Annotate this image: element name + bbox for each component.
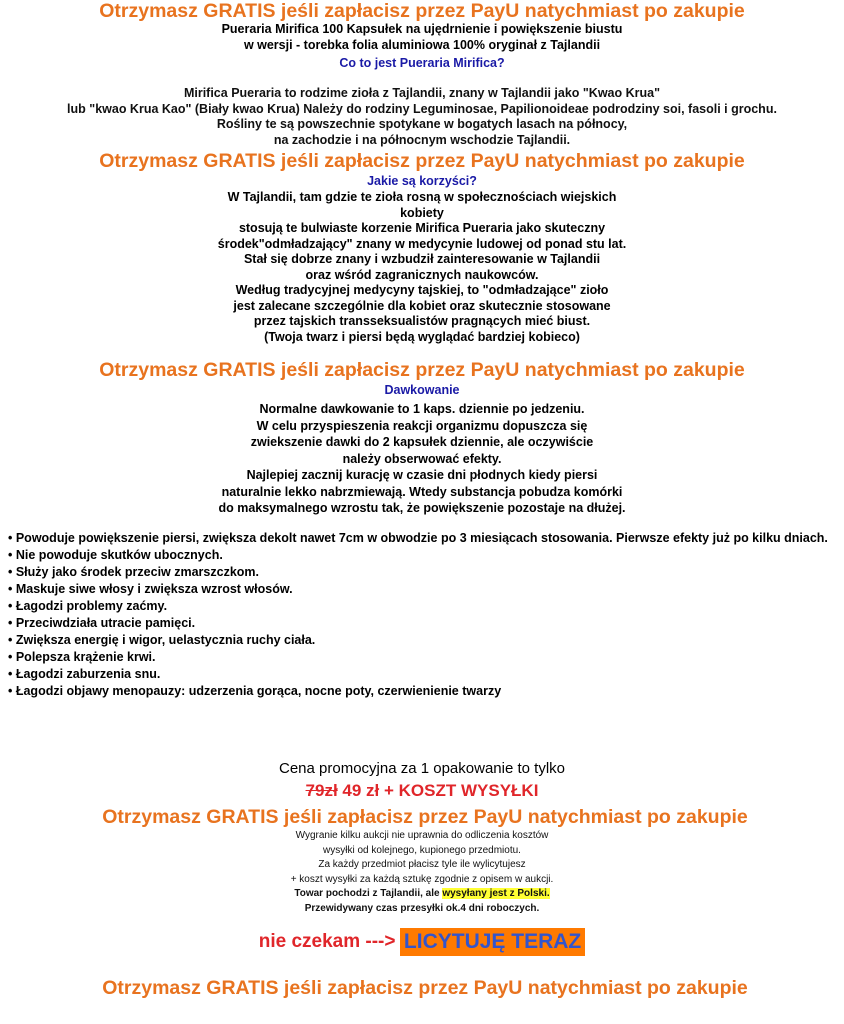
list-item: • Służy jako środek przeciw zmarszczkom. xyxy=(8,565,260,579)
dosage-section xyxy=(0,401,844,517)
terms-line: wysyłki od kolejnego, kupionego przedmiotu. xyxy=(323,844,521,856)
about-line: na zachodzie i na północnym wschodzie Tajlandii. xyxy=(273,132,571,147)
benefits-section xyxy=(0,190,844,345)
terms-line: Wygranie kilku aukcji nie uprawnia do odliczenia kosztów xyxy=(295,830,549,841)
dosage-line: należy obserwować efekty. xyxy=(342,451,502,466)
benefit-line: W Tajlandii, tam gdzie te zioła rosną w społecznościach wiejskich xyxy=(227,190,617,204)
effects-list xyxy=(8,530,834,700)
dosage-line: Normalne dawkowanie to 1 kaps. dziennie po jedzeniu. xyxy=(259,402,585,416)
promo-banner: Otrzymasz GRATIS jeśli zapłacisz przez PayU natychmiast po zakupie xyxy=(102,806,748,828)
dosage-line: W celu przyspieszenia reakcji organizmu dopuszcza się xyxy=(256,418,588,433)
list-item: • Zwiększa energię i wigor, uelastycznia ruchy ciała. xyxy=(8,633,316,647)
promo-banner: Otrzymasz GRATIS jeśli zapłacisz przez PayU natychmiast po zakupie xyxy=(99,150,745,172)
origin-line xyxy=(0,887,844,902)
list-item: • Łagodzi objawy menopauzy: udzerzenia gorąca, nocne poty, czerwienienie twarzy xyxy=(8,684,502,698)
promo-banner: Otrzymasz GRATIS jeśli zapłacisz przez PayU natychmiast po zakupie xyxy=(102,977,748,999)
promo-banner: Otrzymasz GRATIS jeśli zapłacisz przez PayU natychmiast po zakupie xyxy=(99,0,745,22)
about-line: Mirifica Pueraria to rodzime zioła z Tajlandii, znany w Tajlandii jako "Kwao Krua" xyxy=(183,86,661,100)
benefit-line: Według tradycyjnej medycyny tajskiej, to "odmładzające" zioło xyxy=(235,283,609,297)
list-item: • Powoduje powiększenie piersi, zwiększa dekolt nawet 7cm w obwodzie po 3 miesiącach stosowania. Pierwsze efekty już po kilku dniach. xyxy=(8,531,828,545)
benefit-line: środek"odmładzający" znany w medycynie ludowej od ponad stu lat. xyxy=(217,236,627,251)
cta-row xyxy=(0,928,844,956)
price-intro: Cena promocyjna za 1 opakowanie to tylko xyxy=(279,760,565,777)
terms-section xyxy=(0,829,844,916)
list-item: • Łagodzi zaburzenia snu. xyxy=(8,667,161,681)
product-intro xyxy=(0,22,844,53)
question-what-is: Co to jest Pueraria Mirifica? xyxy=(339,56,505,70)
dosage-line: zwiekszenie dawki do 2 kapsułek dziennie, ale oczywiście xyxy=(250,435,594,449)
question-dosage: Dawkowanie xyxy=(384,383,460,397)
promo-banner: Otrzymasz GRATIS jeśli zapłacisz przez PayU natychmiast po zakupie xyxy=(99,359,745,381)
list-item: • Łagodzi problemy zaćmy. xyxy=(8,599,168,613)
dosage-line: Najlepiej zacznij kurację w czasie dni płodnych kiedy piersi xyxy=(246,468,598,482)
bid-now-button[interactable]: LICYTUJĘ TERAZ xyxy=(400,928,585,956)
list-item: • Maskuje siwe włosy i zwiększa wzrost włosów. xyxy=(8,582,293,596)
benefit-line: przez tajskich transseksualistów pragnących mieć biust. xyxy=(253,314,591,328)
list-item: • Polepsza krążenie krwi. xyxy=(8,650,156,664)
list-item: • Nie powoduje skutków ubocznych. xyxy=(8,548,223,562)
cta-lead: nie czekam ---> xyxy=(258,931,396,952)
question-benefits: Jakie są korzyści? xyxy=(367,174,477,188)
terms-line: Za każdy przedmiot płacisz tyle ile wylicytujesz xyxy=(318,859,526,870)
about-line: Rośliny te są powszechnie spotykane w bogatych lasach na północy, xyxy=(216,117,628,131)
dosage-line: do maksymalnego wzrostu tak, że powiększenie pozostaje na dłużej. xyxy=(218,501,626,515)
about-section xyxy=(0,86,844,148)
dosage-line: naturalnie lekko nabrzmiewają. Wtedy substancja pobudza komórki xyxy=(221,484,623,499)
terms-line: + koszt wysyłki za każdą sztukę zgodnie z opisem w aukcji. xyxy=(290,873,554,885)
benefit-line: jest zalecane szczególnie dla kobiet oraz skutecznie stosowane xyxy=(233,298,611,313)
benefit-line: stosują te bulwiaste korzenie Mirifica Pueraria jako skuteczny xyxy=(238,221,606,235)
intro-line: w wersji - torebka folia aluminiowa 100% oryginał z Tajlandii xyxy=(243,37,601,52)
price-line xyxy=(0,780,844,802)
old-price: 79zł xyxy=(305,781,338,800)
about-line: lub "kwao Krua Kao" (Biały kwao Krua) Należy do rodziny Leguminosae, Papilionoideae podrodziny soi, fasoli i grochu. xyxy=(67,101,777,116)
origin-prefix: Towar pochodzi z Tajlandii, ale xyxy=(294,888,443,899)
benefit-line: Stał się dobrze znany i wzbudził zainteresowanie w Tajlandii xyxy=(243,252,601,266)
origin-highlight: wysyłany jest z Polski. xyxy=(442,888,550,899)
intro-line: Pueraria Mirifica 100 Kapsułek na ujędrnienie i powiększenie biustu xyxy=(221,22,623,36)
benefit-line: (Twoja twarz i piersi będą wyglądać bardziej kobieco) xyxy=(264,329,580,344)
delivery-line: Przewidywany czas przesyłki ok.4 dni roboczych. xyxy=(304,902,540,914)
benefit-line: kobiety xyxy=(400,205,444,220)
list-item: • Przeciwdziała utracie pamięci. xyxy=(8,616,196,630)
benefit-line: oraz wśród zagranicznych naukowców. xyxy=(305,267,539,282)
new-price: 49 zł + KOSZT WYSYŁKI xyxy=(342,781,539,800)
